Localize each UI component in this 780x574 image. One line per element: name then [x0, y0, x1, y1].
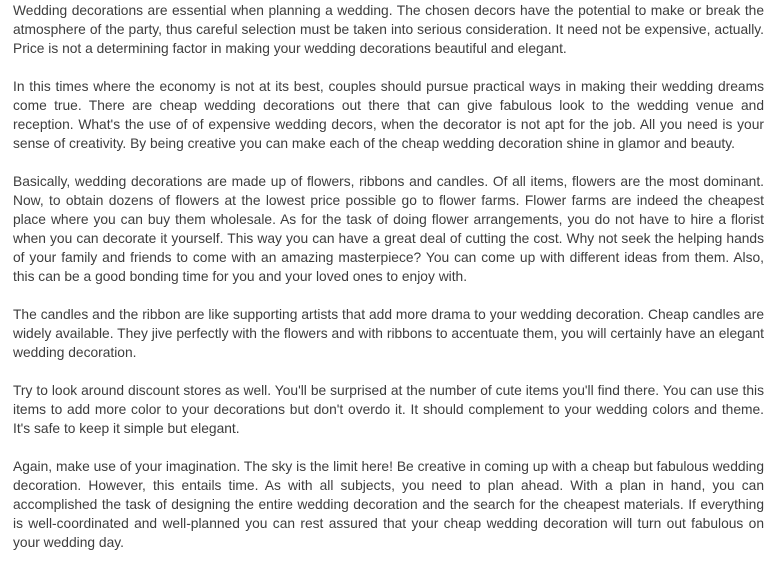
article-paragraph-4: The candles and the ribbon are like supporting artists that add more drama to your wedding decoration. Cheap candles are widely available. They jive perfectly with the flowers and with ribbons to accentuate them, you will certainly have an elegant wedding decoration.	[13, 307, 764, 360]
article-body	[13, 1, 764, 552]
article-paragraph-5: Try to look around discount stores as well. You'll be surprised at the number of cute items you'll find there. You can use this items to add more color to your decorations but don't overdo it. It should complement to your wedding colors and theme. It's safe to keep it simple but elegant.	[13, 383, 764, 436]
article-paragraph-2: In this times where the economy is not at its best, couples should pursue practical ways in making their wedding dreams come true. There are cheap wedding decorations out there that can give fabulous look to the wedding venue and reception. What's the use of of expensive wedding decors, when the decorator is not apt for the job. All you need is your sense of creativity. By being creative you can make each of the cheap wedding decoration shine in glamor and beauty.	[13, 79, 764, 151]
article-paragraph-3: Basically, wedding decorations are made up of flowers, ribbons and candles. Of all items, flowers are the most dominant. Now, to obtain dozens of flowers at the lowest price possible go to flower farms. Flower farms are indeed the cheapest place where you can buy them wholesale. As for the task of doing flower arrangements, you do not have to hire a florist when you can decorate it yourself. This way you can have a great deal of cutting the cost. Why not seek the helping hands of your family and friends to come with an amazing masterpiece? You can come up with different ideas from them. Also, this can be a good bonding time for you and your loved ones to enjoy with.	[13, 174, 764, 284]
article-paragraph-1: Wedding decorations are essential when planning a wedding. The chosen decors have the potential to make or break the atmosphere of the party, thus careful selection must be taken into serious consideration. It need not be expensive, actually. Price is not a determining factor in making your wedding decorations beautiful and elegant.	[13, 3, 764, 56]
article-paragraph-6: Again, make use of your imagination. The sky is the limit here! Be creative in coming up with a cheap but fabulous wedding decoration. However, this entails time. As with all subjects, you need to plan ahead. With a plan in hand, you can accomplished the task of designing the entire wedding decoration and the search for the cheapest materials. If everything is well-coordinated and well-planned you can rest assured that your cheap wedding decoration will turn out fabulous on your wedding day.	[13, 459, 764, 550]
